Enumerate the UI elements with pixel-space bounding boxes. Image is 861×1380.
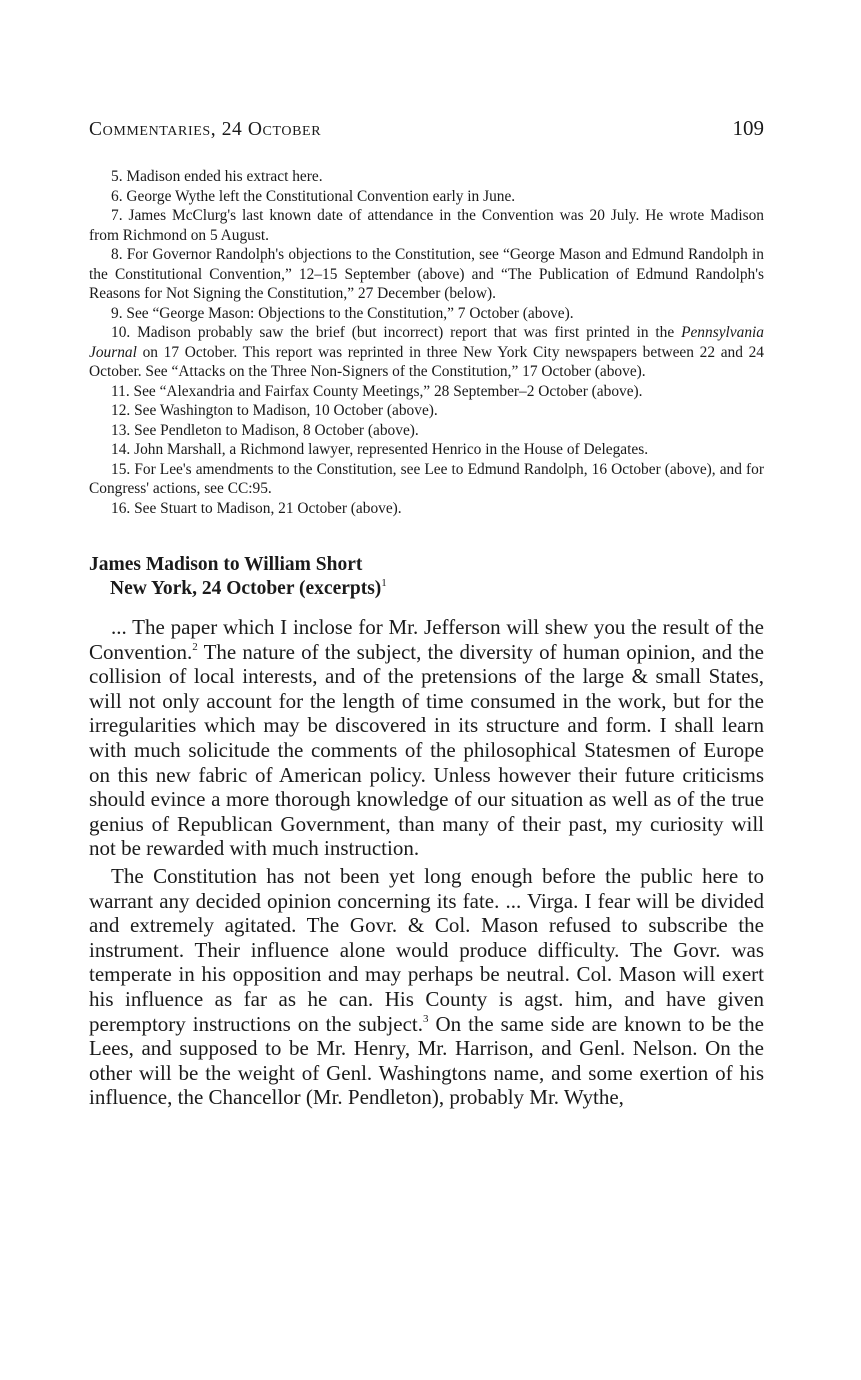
note-12: 12. See Washington to Madison, 10 October (above). [111, 402, 438, 419]
paragraph-1-text-b: The nature of the subject, the diversity of human opinion, and the collision of local interests, and of the pretensions of the large & small States, will not only account for the length of time consumed in the work, but for the irregularities which may be discovered in its structure and form. I shall learn with much solicitude the comments of the philosophical Statesmen of Europe on this new fabric of American policy. Unless however their future criticisms should evince a more thorough knowledge of our situation as well as of the true genius of Republican Government, than many of their past, my curiosity will not be rewarded with much instruction. [89, 639, 764, 861]
footnote-ref-2: 2 [192, 640, 198, 653]
paragraph-2-text-b: On the same side are known to be the Lees, and supposed to be Mr. Henry, Mr. Harrison, and Genl. Nelson. On the other will be the weight of Genl. Washingtons name, and some exertion of his influence, the Chancellor (Mr. Pendleton), probably Mr. Wythe, [89, 1011, 764, 1110]
document-title: James Madison to William Short [89, 554, 363, 575]
note-5: 5. Madison ended his extract here. [111, 168, 323, 185]
note-15: 15. For Lee's amendments to the Constitution, see Lee to Edmund Randolph, 16 October (above), and for Congress' actions, see CC:95. [89, 460, 764, 497]
document-subtitle [89, 577, 764, 601]
running-title: Commentaries, 24 October [89, 119, 322, 140]
paragraph-2-text-a: The Constitution has not been yet long enough before the public here to warrant any decided opinion concerning its fate. ... Virga. I fear will be divided and extremely agitated. The Govr. & Col. Mason refused to subscribe the instrument. Their influence alone would produce difficulty. The Govr. was temperate in his opposition and may perhaps be neutral. Col. Mason will exert his influence as far as he can. His County is agst. him, and have given peremptory instructions on the subject. [89, 863, 764, 1036]
endnotes [89, 167, 764, 518]
note-11: 11. See “Alexandria and Fairfax County Meetings,” 28 September–2 October (above). [111, 382, 643, 400]
note-8: 8. For Governor Randolph's objections to the Constitution, see “George Mason and Edmund Randolph in the Constitutional Convention,” 12–15 September (above) and “The Publication of Edmund Randolph's Reasons for Not Signing the Constitution,” 27 December (below). [89, 246, 764, 302]
paragraph-1-text-a: ... The paper which I inclose for Mr. Jefferson will shew you the result of the Convention. [89, 615, 764, 664]
footnote-ref-3: 3 [423, 1012, 429, 1025]
note-13: 13. See Pendleton to Madison, 8 October (above). [111, 421, 419, 439]
note-10-text-before: 10. Madison probably saw the brief (but incorrect) report that was first printed in the [111, 324, 682, 341]
letter-paragraph-1 [89, 615, 764, 861]
note-10-text-after: on 17 October. This report was reprinted in three New York City newspapers between 22 and 24 October. See “Attacks on the Three Non-Signers of the Constitution,” 17 October (above). [89, 343, 764, 380]
page-number: 109 [732, 116, 764, 140]
note-16: 16. See Stuart to Madison, 21 October (above). [111, 499, 402, 517]
note-7: 7. James McClurg's last known date of attendance in the Convention was 20 July. He wrote Madison from Richmond on 5 August. [89, 207, 764, 244]
letter-body [89, 615, 764, 1110]
book-page [89, 116, 764, 1110]
note-14: 14. John Marshall, a Richmond lawyer, represented Henrico in the House of Delegates. [111, 441, 649, 458]
document-heading [89, 553, 764, 601]
footnote-ref-1: 1 [381, 577, 387, 589]
note-6: 6. George Wythe left the Constitutional Convention early in June. [111, 187, 516, 205]
letter-paragraph-2 [89, 864, 764, 1110]
note-10 [89, 323, 764, 382]
document-dateline: New York, 24 October (excerpts) [110, 578, 382, 599]
running-head [89, 116, 764, 146]
note-9: 9. See “George Mason: Objections to the Constitution,” 7 October (above). [111, 304, 574, 322]
note-10-newspaper-title: Pennsylvania Journal [89, 324, 764, 361]
